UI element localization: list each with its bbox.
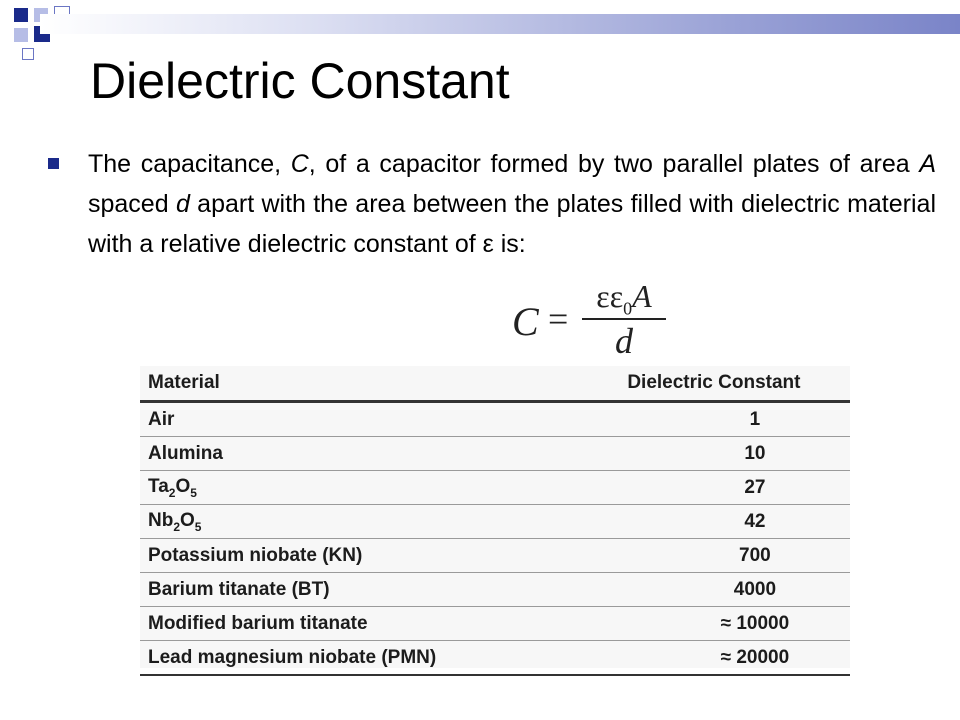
capacitance-formula: [508, 278, 668, 362]
decor-square-navy: [14, 8, 28, 22]
table-row: [140, 539, 850, 573]
table-row: [140, 641, 850, 676]
formula-numerator: [583, 278, 665, 319]
dielectric-value-cell: 42: [578, 505, 850, 539]
material-cell: Modified barium titanate: [140, 607, 578, 641]
material-cell: [140, 505, 578, 539]
bullet-square-icon: [48, 158, 59, 169]
numerator-subscript: 0: [623, 298, 633, 319]
table-row: [140, 505, 850, 539]
table-row: [140, 437, 850, 471]
dielectric-value-cell: 4000: [578, 573, 850, 607]
formula-subscript: 5: [190, 485, 197, 500]
header-gradient-bar: [40, 14, 960, 34]
formula-equals: =: [548, 299, 569, 339]
formula-element: O: [180, 509, 195, 531]
variable-a: A: [919, 150, 936, 178]
material-cell: Barium titanate (BT): [140, 573, 578, 607]
bullet-text-part: apart with the area between the plates filled with dielectric material with a relative dielectric constant of ε is:: [88, 190, 936, 258]
decor-square-lavender: [14, 28, 28, 42]
dielectric-value-cell: 1: [578, 402, 850, 437]
bullet-text-part: spaced: [88, 190, 176, 218]
table-header-row: [140, 366, 850, 402]
dielectric-table: [140, 366, 850, 668]
material-cell: [140, 471, 578, 505]
dielectric-value-cell: 27: [578, 471, 850, 505]
column-header-dielectric-constant: Dielectric Constant: [578, 366, 850, 402]
material-cell: Air: [140, 402, 578, 437]
bullet-text: [88, 144, 936, 264]
dielectric-constant-table: [140, 366, 850, 676]
dielectric-value-cell: ≈ 20000: [578, 641, 850, 676]
table-row: [140, 607, 850, 641]
formula-element: Nb: [148, 509, 174, 531]
formula-subscript: 2: [173, 519, 181, 534]
dielectric-value-cell: 700: [578, 539, 850, 573]
formula-denominator: d: [615, 321, 633, 361]
column-header-material: Material: [140, 366, 578, 402]
table-row: [140, 573, 850, 607]
table-row: [140, 471, 850, 505]
table-row: [140, 402, 850, 437]
variable-c: C: [290, 150, 309, 178]
dielectric-value-cell: ≈ 10000: [578, 607, 850, 641]
formula-subscript: 5: [194, 519, 202, 534]
material-cell: Potassium niobate (KN): [140, 539, 578, 573]
variable-d: d: [175, 190, 190, 218]
dielectric-value-cell: 10: [578, 437, 850, 471]
decor-square-outline: [22, 48, 34, 60]
formula-subscript: 2: [168, 485, 176, 500]
bullet-text-part: , of a capacitor formed by two parallel plates of area: [308, 150, 920, 178]
slide-title: Dielectric Constant: [90, 53, 510, 109]
formula-lhs: C: [512, 299, 539, 344]
bullet-text-part: The capacitance,: [88, 150, 291, 178]
formula-element: Ta: [148, 475, 169, 497]
numerator-area: A: [632, 278, 652, 314]
formula-element: O: [175, 475, 191, 497]
material-cell: Lead magnesium niobate (PMN): [140, 641, 578, 676]
numerator-epsilon: εε: [596, 278, 624, 314]
material-cell: Alumina: [140, 437, 578, 471]
